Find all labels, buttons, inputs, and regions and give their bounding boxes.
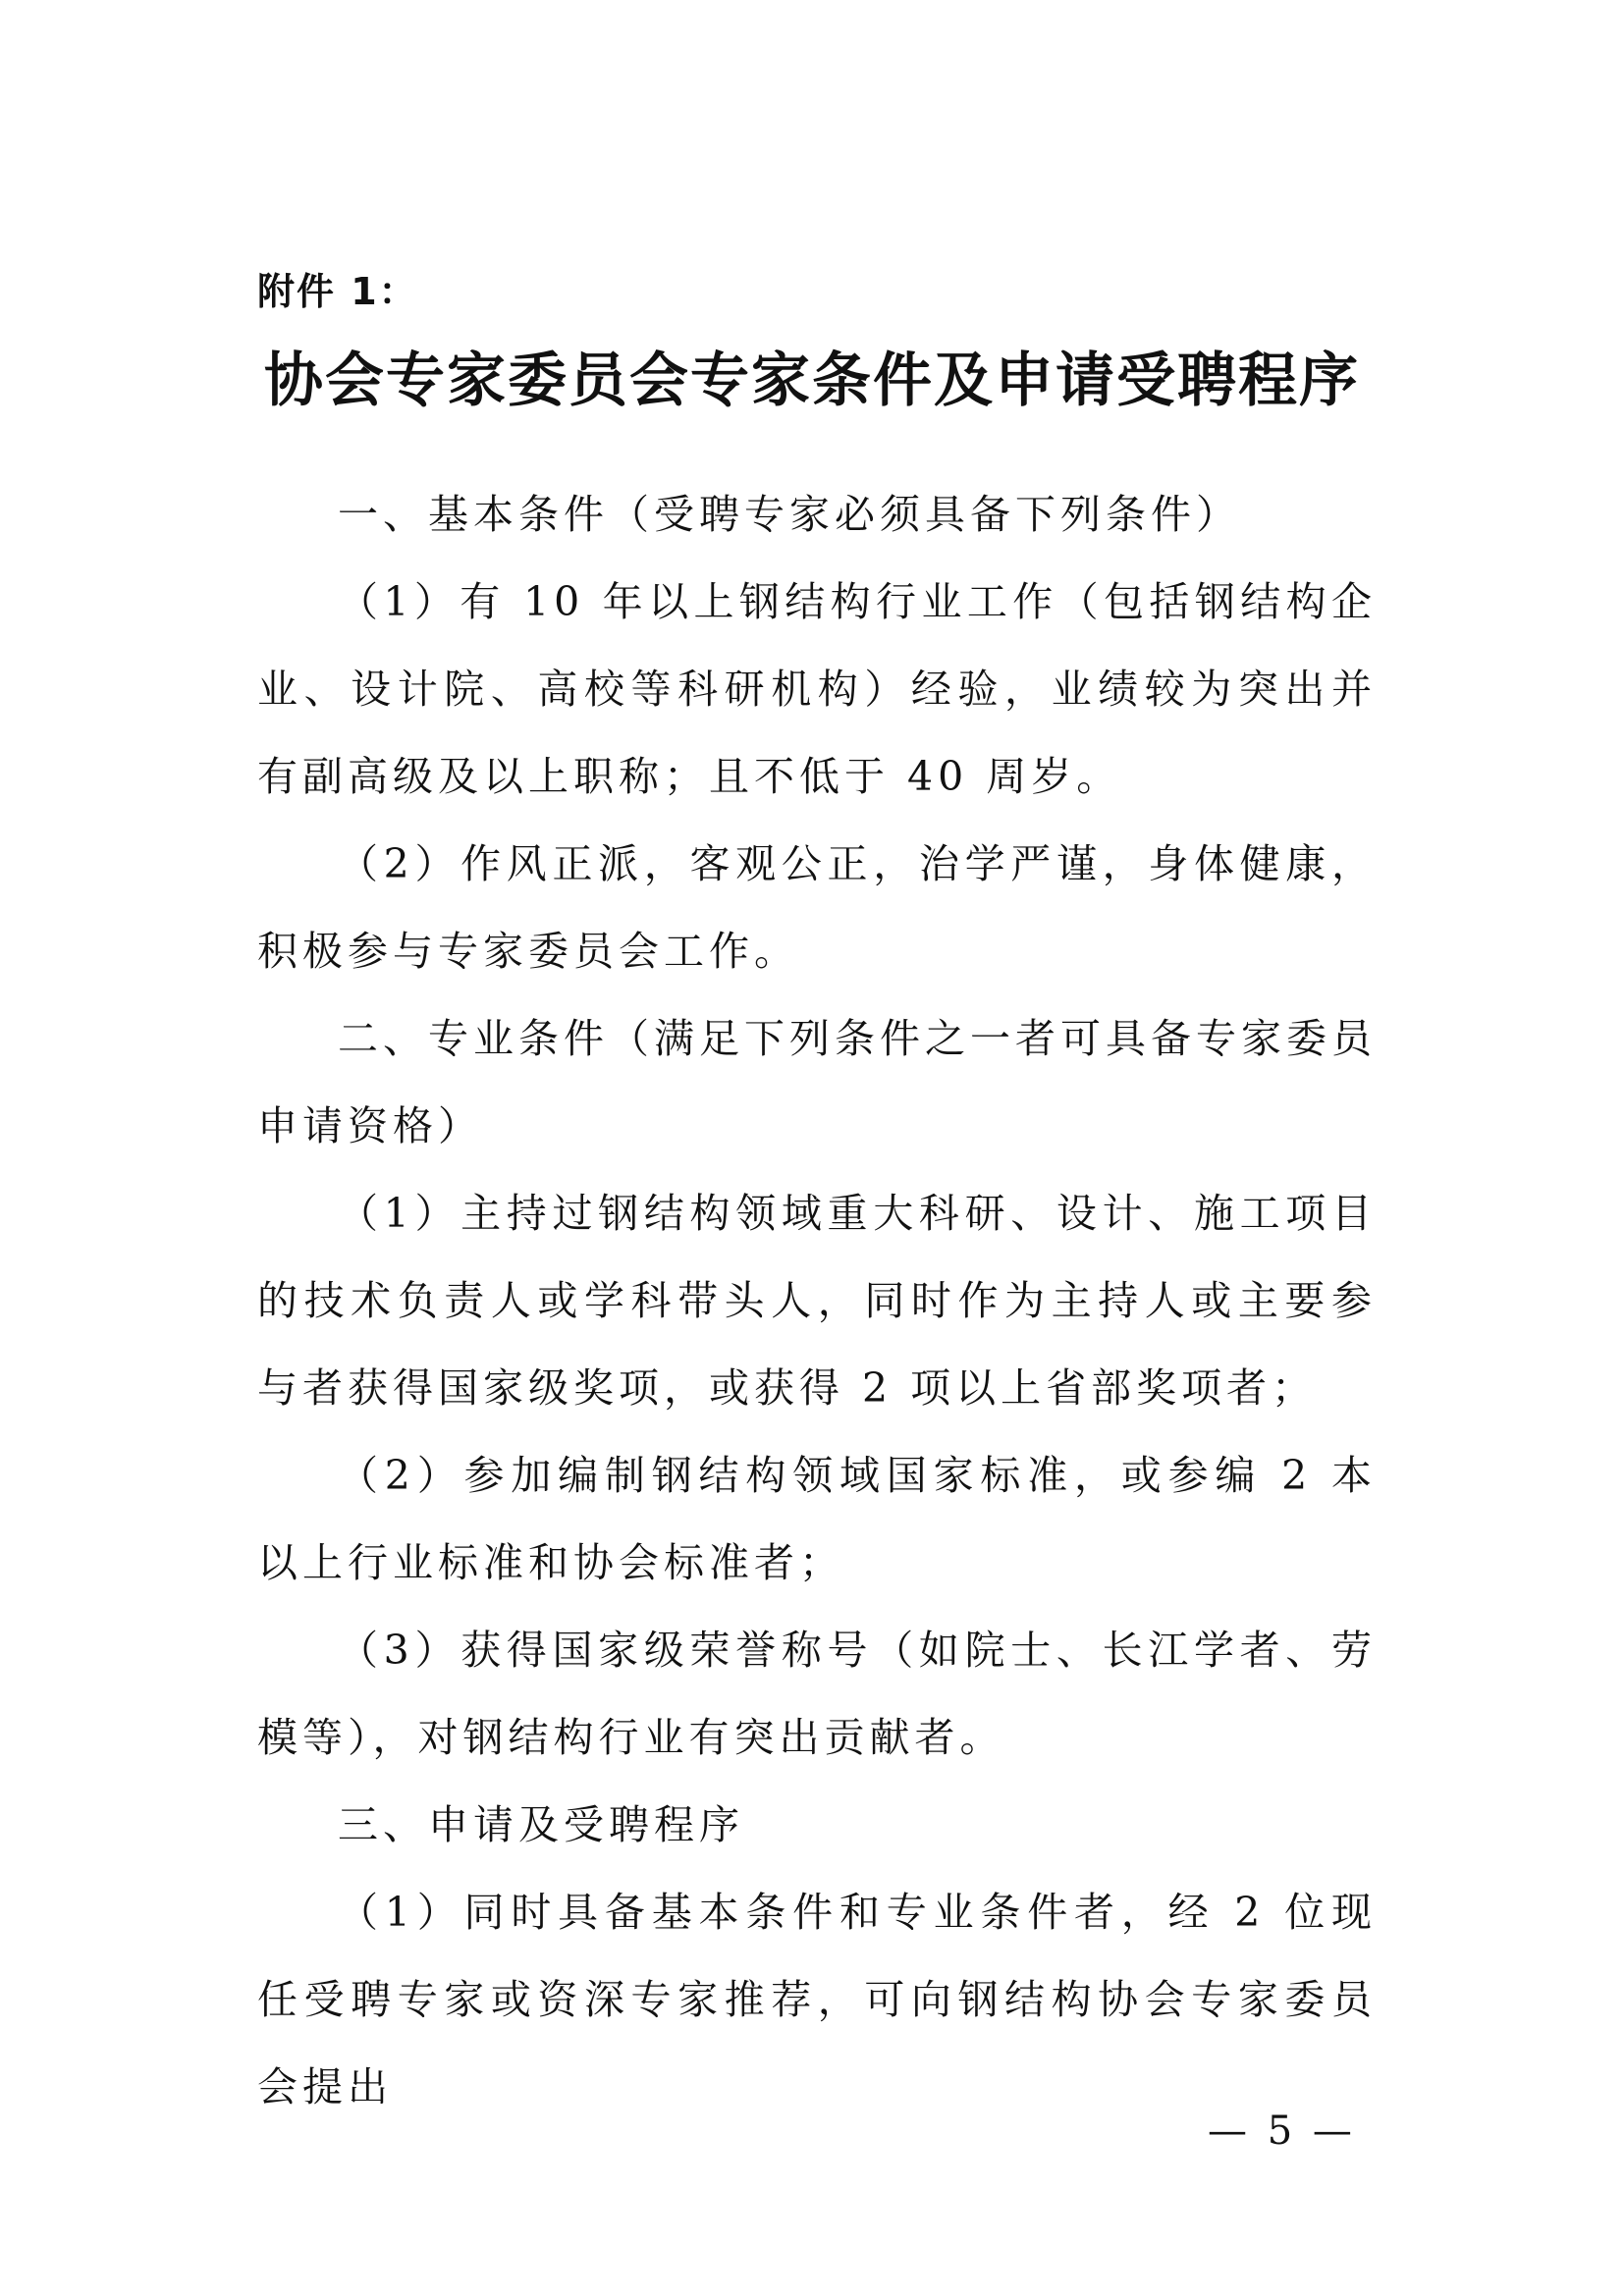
- paragraph-professional-condition-1: （1）主持过钢结构领域重大科研、设计、施工项目的技术负责人或学科带头人，同时作为主持人或主要参与者获得国家级奖项，或获得 2 项以上省部奖项者；: [257, 1190, 1377, 1412]
- section-heading-application-procedure: 三、申请及受聘程序: [338, 1801, 744, 1848]
- paragraph-professional-condition-2: （2）参加编制钢结构领域国家标准，或参编 2 本以上行业标准和协会标准者；: [257, 1452, 1377, 1586]
- page-title: 协会专家委员会专家条件及申请受聘程序: [264, 347, 1360, 415]
- page-number: — 5 —: [1208, 2109, 1356, 2154]
- paragraph-basic-condition-1: （1）有 10 年以上钢结构行业工作（包括钢结构企业、设计院、高校等科研机构）经验，业绩较为突出并有副高级及以上职称；且不低于 40 周岁。: [257, 578, 1377, 800]
- attachment-label: 附件 1：: [257, 270, 418, 313]
- paragraph-professional-condition-3: （3）获得国家级荣誉称号（如院士、长江学者、劳模等），对钢结构行业有突出贡献者。: [257, 1627, 1377, 1761]
- section-heading-professional-conditions: 二、专业条件（满足下列条件之一者可具备专家委员申请资格）: [257, 1015, 1377, 1149]
- paragraph-basic-condition-2: （2）作风正派，客观公正，治学严谨，身体健康，积极参与专家委员会工作。: [257, 840, 1377, 975]
- section-heading-basic-conditions: 一、基本条件（受聘专家必须具备下列条件）: [338, 491, 1241, 538]
- paragraph-application-procedure-1: （1）同时具备基本条件和专业条件者，经 2 位现任受聘专家或资深专家推荐，可向钢结构协会专家委员会提出: [257, 1889, 1377, 2110]
- document-body: [257, 471, 1377, 2131]
